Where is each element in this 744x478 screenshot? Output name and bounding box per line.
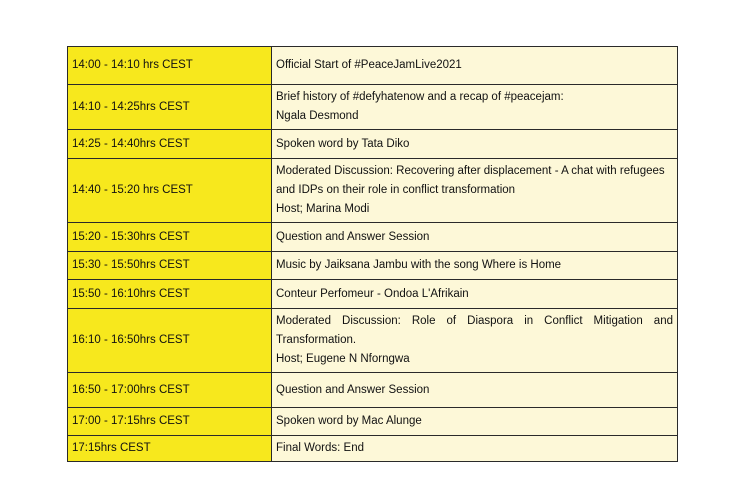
table-row bbox=[68, 280, 678, 309]
event-line: Conteur Perfomeur - Ondoa L'Afrikain bbox=[276, 287, 469, 300]
event-line: Host; Eugene N Nforngwa bbox=[276, 353, 410, 365]
table-row bbox=[68, 252, 678, 280]
event-line: Music by Jaiksana Jambu with the song Where is Home bbox=[276, 259, 562, 271]
table-row bbox=[68, 408, 678, 436]
event-cell bbox=[272, 373, 678, 408]
time-cell: 14:40 - 15:20 hrs CEST bbox=[68, 159, 272, 223]
event-cell bbox=[272, 223, 678, 252]
event-cell bbox=[272, 130, 678, 159]
table-row bbox=[68, 373, 678, 408]
time-cell: 17:00 - 17:15hrs CEST bbox=[68, 408, 272, 436]
schedule-body bbox=[68, 47, 678, 462]
event-cell bbox=[272, 408, 678, 436]
event-line: Question and Answer Session bbox=[276, 383, 430, 396]
event-line: Ngala Desmond bbox=[276, 110, 359, 122]
table-row bbox=[68, 159, 678, 223]
table-row bbox=[68, 309, 678, 373]
event-line: Final Words: End bbox=[276, 442, 364, 454]
time-cell: 15:20 - 15:30hrs CEST bbox=[68, 223, 272, 252]
time-cell: 14:25 - 14:40hrs CEST bbox=[68, 130, 272, 159]
event-cell bbox=[272, 436, 678, 462]
event-cell bbox=[272, 252, 678, 280]
event-line: Moderated Discussion: Recovering after displacement - A chat with refugees bbox=[276, 165, 665, 177]
event-line: Question and Answer Session bbox=[276, 230, 430, 243]
event-line: Spoken word by Mac Alunge bbox=[276, 415, 422, 427]
table-row bbox=[68, 436, 678, 462]
event-line: Host; Marina Modi bbox=[276, 203, 370, 215]
event-cell bbox=[272, 280, 678, 309]
time-cell: 14:00 - 14:10 hrs CEST bbox=[68, 47, 272, 85]
schedule-table bbox=[67, 46, 678, 462]
table-row bbox=[68, 47, 678, 85]
event-line: Transformation. bbox=[276, 334, 357, 346]
time-cell: 14:10 - 14:25hrs CEST bbox=[68, 85, 272, 130]
event-line: and IDPs on their role in conflict transformation bbox=[276, 184, 516, 196]
time-cell: 16:10 - 16:50hrs CEST bbox=[68, 309, 272, 373]
event-cell bbox=[272, 47, 678, 85]
time-cell: 16:50 - 17:00hrs CEST bbox=[68, 373, 272, 408]
time-cell: 15:50 - 16:10hrs CEST bbox=[68, 280, 272, 309]
event-cell bbox=[272, 159, 678, 223]
event-line: Brief history of #defyhatenow and a recap of #peacejam: bbox=[276, 91, 564, 103]
table-row bbox=[68, 85, 678, 130]
event-cell bbox=[272, 309, 678, 373]
event-cell bbox=[272, 85, 678, 130]
event-line: Moderated Discussion: Role of Diaspora in Conflict Mitigation and bbox=[276, 315, 673, 327]
table-row bbox=[68, 130, 678, 159]
table-row bbox=[68, 223, 678, 252]
time-cell: 17:15hrs CEST bbox=[68, 436, 272, 462]
event-line: Official Start of #PeaceJamLive2021 bbox=[276, 59, 462, 71]
event-line: Spoken word by Tata Diko bbox=[276, 137, 410, 150]
time-cell: 15:30 - 15:50hrs CEST bbox=[68, 252, 272, 280]
